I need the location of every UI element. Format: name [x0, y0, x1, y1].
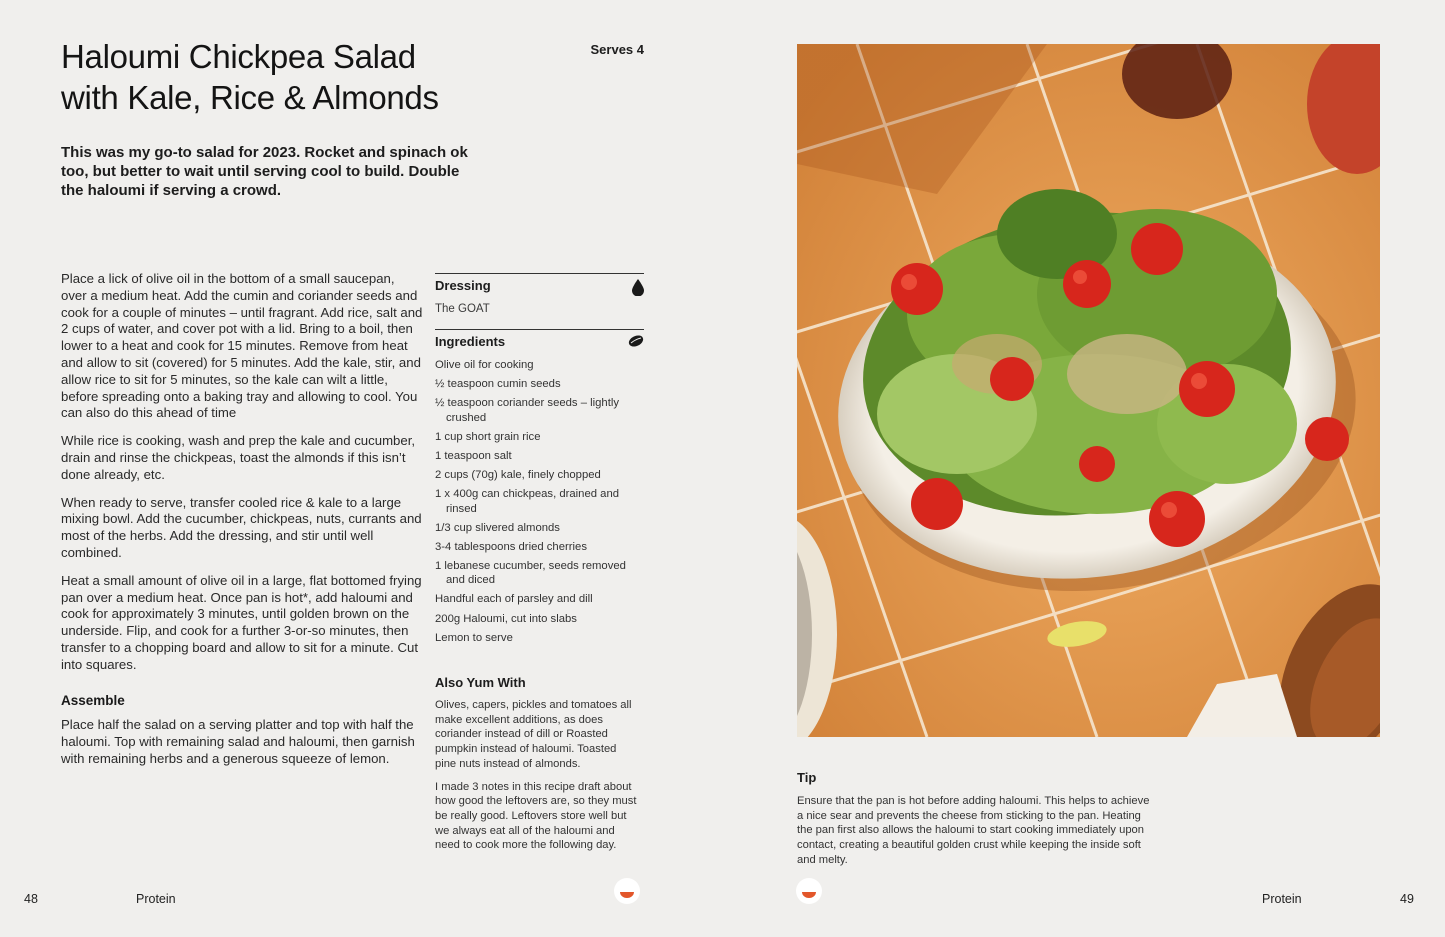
also-yum-paragraph: Olives, capers, pickles and tomatoes all make excellent additions, as does coriander instead of dill or Roasted pumpkin instead of haloumi. Toasted pine nuts instead of almonds. [435, 699, 632, 770]
seed-icon [628, 335, 644, 350]
ingredients-list [435, 358, 644, 645]
dressing-header [435, 273, 644, 296]
also-yum-paragraph: I made 3 notes in this recipe draft about how good the leftovers are, so they must be really good. Leftovers store well but we always eat all of the haloumi and need to cook more the following day. [435, 780, 637, 852]
serves-label: Serves 4 [590, 42, 644, 57]
recipe-intro: This was my go-to salad for 2023. Rocket and spinach ok too, but better to wait until serving cool to build. Double the haloumi if serving a crowd. [61, 144, 468, 199]
ingredients-heading: Ingredients [435, 334, 506, 349]
tip-heading: Tip [797, 770, 817, 785]
ingredient-item: 200g Haloumi, cut into slabs [435, 612, 577, 625]
ingredients-header [435, 329, 644, 352]
left-page-number: 48 [24, 892, 38, 906]
salad-photo [797, 44, 1380, 737]
ingredient-item: 1 lebanese cucumber, seeds removed and diced [435, 559, 626, 587]
method-step: Place a lick of olive oil in the bottom of a small saucepan, over a medium heat. Add the cumin and coriander seeds and cook for a couple of minutes – until fragrant. Add rice, salt and 2 cups of water, and cover pot with a lid. Bring to a boil, then lower to a heat and cook for 15 minutes. Remove from heat and allow to sit (covered) for 5 minutes. Add the kale, stir, and allow rice to sit for 5 minutes, so the kale can wilt a little, before spreading onto a baking tray and allowing to cool. You can also do this ahead of time [61, 271, 423, 421]
ingredient-item: Lemon to serve [435, 631, 513, 644]
right-section-label: Protein [1262, 892, 1302, 906]
ingredient-item: 2 cups (70g) kale, finely chopped [435, 468, 601, 481]
method-column [61, 271, 423, 779]
ingredient-item: 1 teaspoon salt [435, 449, 512, 462]
ingredient-item: ½ teaspoon cumin seeds [435, 378, 561, 391]
ingredient-item: 3-4 tablespoons dried cherries [435, 540, 587, 553]
tip-text: Ensure that the pan is hot before adding haloumi. This helps to achieve a nice sear and prevents the cheese from sticking to the pan. Heating the pan first also allows the haloumi to start cooking immediately upon contact, creating a beautiful golden crust while keeping the inside soft and melty. [797, 795, 1150, 866]
ingredient-item: 1 cup short grain rice [435, 430, 541, 443]
assemble-heading: Assemble [61, 692, 125, 708]
also-yum-text [435, 698, 640, 861]
ingredient-item: Handful each of parsley and dill [435, 593, 593, 606]
right-tab-marker [796, 878, 822, 904]
recipe-title-line-1: Haloumi Chickpea Salad [61, 38, 416, 75]
ingredient-item: Olive oil for cooking [435, 359, 534, 371]
method-step: When ready to serve, transfer cooled rice & kale to a large mixing bowl. Add the cucumber, chickpeas, nuts, currants and most of the herbs. Add the dressing, and stir until well combined. [61, 494, 422, 560]
ingredient-item: ½ teaspoon coriander seeds – lightly crushed [435, 397, 620, 424]
dressing-heading: Dressing [435, 278, 491, 293]
assemble-text: Place half the salad on a serving platter and top with half the haloumi. Top with remaining salad and haloumi, then garnish with remaining herbs and a generous squeeze of lemon. [61, 717, 415, 766]
left-section-label: Protein [136, 892, 176, 906]
recipe-title-line-2: with Kale, Rice & Almonds [61, 79, 439, 116]
recipe-title [61, 36, 541, 118]
drop-icon [632, 279, 644, 299]
left-tab-marker [614, 878, 640, 904]
also-yum-heading: Also Yum With [435, 675, 526, 690]
ingredients-sidebar [435, 273, 644, 650]
method-step: While rice is cooking, wash and prep the kale and cucumber, drain and rinse the chickpeas, toast the almonds if this isn’t done already, etc. [61, 433, 416, 482]
ingredient-item: 1 x 400g can chickpeas, drained and rinsed [435, 488, 620, 515]
method-step: Heat a small amount of olive oil in a large, flat bottomed frying pan over a medium heat. Once pan is hot*, add haloumi and cook for approximately 3 minutes, until golden brown on the underside. Flip, and cook for a further 3-or-so minutes, then transfer to a chopping board and allow to sit for a minute. Cut into squares. [61, 572, 422, 672]
ingredient-item: 1/3 cup slivered almonds [435, 521, 560, 534]
dressing-value: The GOAT [435, 303, 490, 315]
right-page-number: 49 [1400, 892, 1414, 906]
